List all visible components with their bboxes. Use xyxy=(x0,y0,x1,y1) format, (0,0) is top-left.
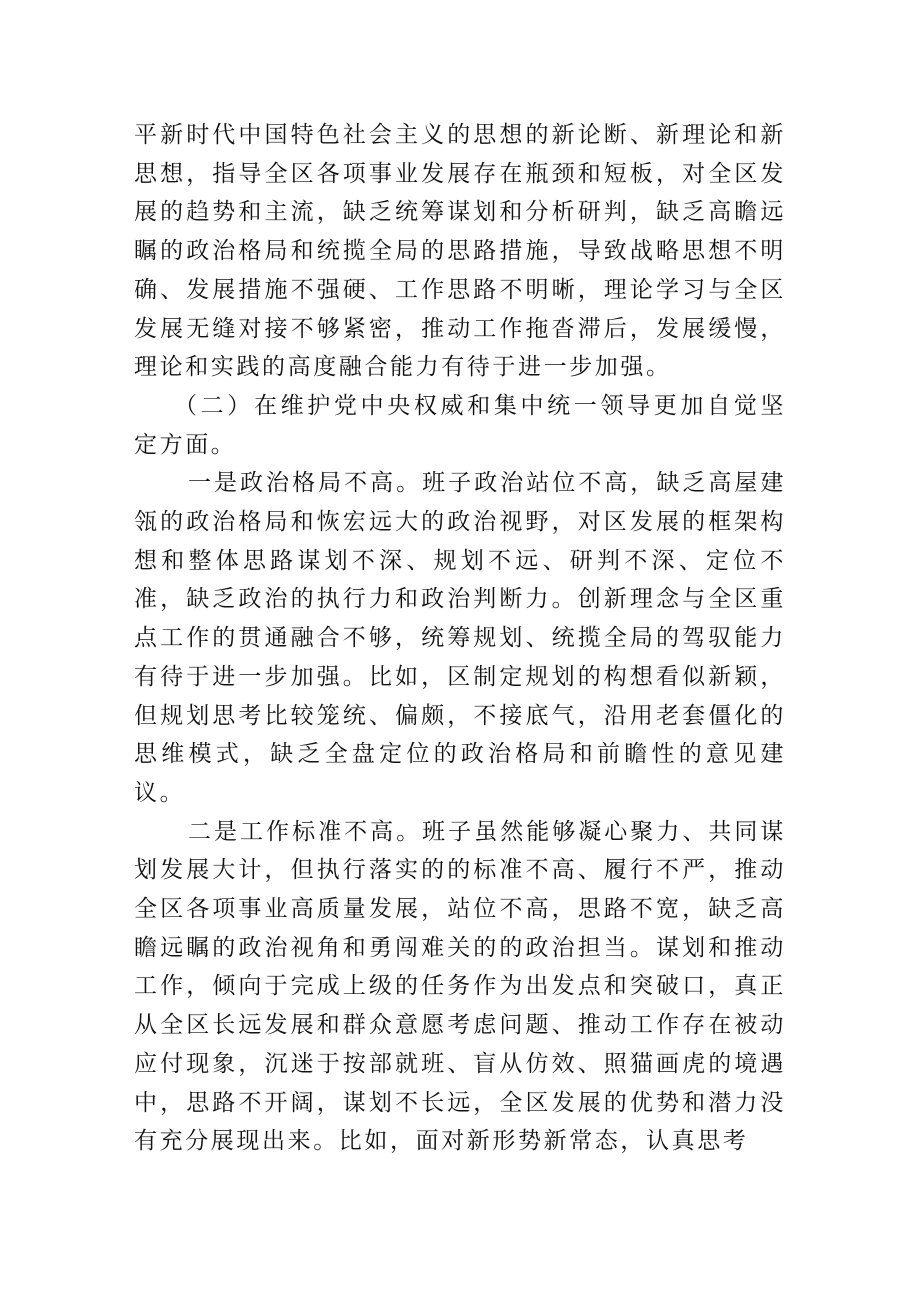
paragraph-continuation: 平新时代中国特色社会主义的思想的新论断、新理论和新思想，指导全区各项事业发展存在瓶颈和短板，对全区发展的趋势和主流，缺乏统筹谋划和分析研判，缺乏高瞻远瞩的政治格局和统揽全局的思路措施，导致战略思想不明确、发展措施不强硬、工作思路不明晰，理论学习与全区发展无缝对接不够紧密，推动工作拖沓滞后，发展缓慢，理论和实践的高度融合能力有待于进一步加强。 xyxy=(134,122,786,381)
paragraph-point-one: 一是政治格局不高。班子政治站位不高，缺乏高屋建瓴的政治格局和恢宏远大的政治视野，对区发展的框架构想和整体思路谋划不深、规划不远、研判不深、定位不准，缺乏政治的执行力和政治判断力。创新理念与全区重点工作的贯通融合不够，统筹规划、统揽全局的驾驭能力有待于进一步加强。比如，区制定规划的构想看似新颖，但规划思考比较笼统、偏颇，不接底气，沿用老套僵化的思维模式，缺乏全盘定位的政治格局和前瞻性的意见建议。 xyxy=(134,470,786,806)
paragraph-point-two: 二是工作标准不高。班子虽然能够凝心聚力、共同谋划发展大计，但执行落实的的标准不高、履行不严，推动全区各项事业高质量发展，站位不高，思路不宽，缺乏高瞻远瞩的政治视角和勇闯难关的的政治担当。谋划和推动工作，倾向于完成上级的任务作为出发点和突破口，真正从全区长远发展和群众意愿考虑问题、推动工作存在被动应付现象，沉迷于按部就班、盲从仿效、照猫画虎的境遇中，思路不开阔，谋划不长远，全区发展的优势和潜力没有充分展现出来。比如，面对新形势新常态，认真思考 xyxy=(134,818,786,1155)
section-heading: （二）在维护党中央权威和集中统一领导更加自觉坚定方面。 xyxy=(134,392,786,458)
document-body xyxy=(134,116,786,1161)
